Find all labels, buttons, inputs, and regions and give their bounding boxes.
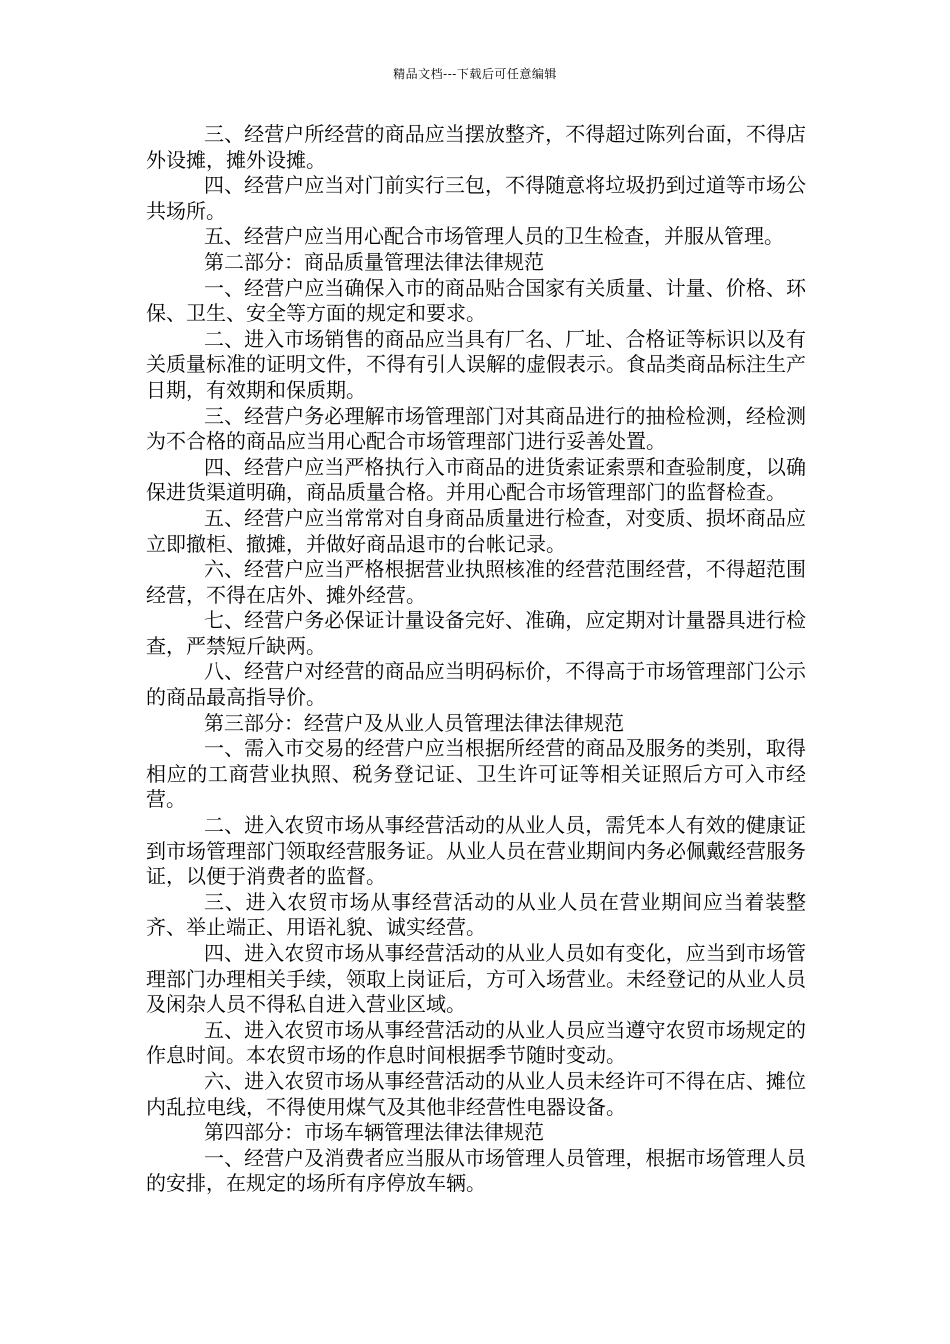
paragraph: 四、进入农贸市场从事经营活动的从业人员如有变化，应当到市场管理部门办理相关手续，领取上岗证后，方可入场营业。未经登记的从业人员及闲杂人员不得私自进入营业区域。: [146, 941, 806, 1017]
paragraph: 三、进入农贸市场从事经营活动的从业人员在营业期间应当着装整齐、举止端正、用语礼貌、诚实经营。: [146, 889, 806, 940]
paragraph: 三、经营户所经营的商品应当摆放整齐，不得超过陈列台面，不得店外设摊，摊外设摊。: [146, 122, 806, 172]
paragraph: 六、进入农贸市场从事经营活动的从业人员未经许可不得在店、摊位内乱拉电线，不得使用煤气及其他非经营性电器设备。: [146, 1068, 806, 1119]
paragraph: 一、经营户应当确保入市的商品贴合国家有关质量、计量、价格、环保、卫生、安全等方面的规定和要求。: [146, 275, 806, 326]
document-body: [146, 122, 806, 1197]
paragraph: 二、进入农贸市场从事经营活动的从业人员，需凭本人有效的健康证到市场管理部门领取经营服务证。从业人员在营业期间内务必佩戴经营服务证，以便于消费者的监督。: [146, 813, 806, 889]
section-heading: 第三部分：经营户及从业人员管理法律法律规范: [204, 710, 624, 735]
page-header: 精品文档---下载后可任意编辑: [393, 67, 557, 81]
paragraph: 五、经营户应当用心配合市场管理人员的卫生检查，并服从管理。: [204, 224, 784, 249]
paragraph: 二、进入市场销售的商品应当具有厂名、厂址、合格证等标识以及有关质量标准的证明文件，不得有引人误解的虚假表示。食品类商品标注生产日期，有效期和保质期。: [146, 326, 806, 402]
paragraph: 一、经营户及消费者应当服从市场管理人员管理，根据市场管理人员的安排，在规定的场所有序停放车辆。: [146, 1145, 806, 1196]
paragraph: 三、经营户务必理解市场管理部门对其商品进行的抽检检测，经检测为不合格的商品应当用心配合市场管理部门进行妥善处置。: [146, 403, 806, 454]
paragraph: 六、经营户应当严格根据营业执照核准的经营范围经营，不得超范围经营，不得在店外、摊外经营。: [146, 557, 806, 607]
section-heading: 第四部分：市场车辆管理法律法律规范: [204, 1120, 544, 1145]
paragraph: 四、经营户应当对门前实行三包，不得随意将垃圾扔到过道等市场公共场所。: [146, 173, 806, 223]
paragraph: 五、经营户应当常常对自身商品质量进行检查，对变质、损坏商品应立即撤柜、撤摊，并做好商品退市的台帐记录。: [146, 505, 806, 556]
paragraph: 七、经营户务必保证计量设备完好、准确，应定期对计量器具进行检查，严禁短斤缺两。: [146, 608, 806, 658]
paragraph: 八、经营户对经营的商品应当明码标价，不得高于市场管理部门公示的商品最高指导价。: [146, 659, 806, 710]
paragraph: 四、经营户应当严格执行入市商品的进货索证索票和查验制度，以确保进货渠道明确，商品质量合格。并用心配合市场管理部门的监督检查。: [146, 454, 806, 505]
section-heading: 第二部分：商品质量管理法律法律规范: [204, 249, 544, 274]
paragraph: 一、需入市交易的经营户应当根据所经营的商品及服务的类别，取得相应的工商营业执照、税务登记证、卫生许可证等相关证照后方可入市经营。: [146, 736, 806, 812]
paragraph: 五、进入农贸市场从事经营活动的从业人员应当遵守农贸市场规定的作息时间。本农贸市场的作息时间根据季节随时变动。: [146, 1017, 806, 1068]
